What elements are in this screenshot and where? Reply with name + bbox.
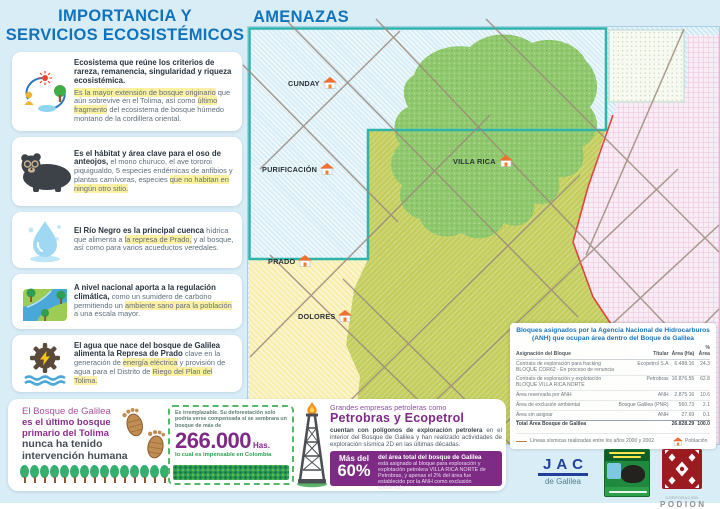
bottom-summary-card [8, 399, 506, 491]
place-cunday [288, 77, 337, 89]
stat-prefix: Más del [338, 454, 370, 463]
table-row [516, 411, 710, 421]
table-row [516, 391, 710, 401]
card-text [74, 342, 234, 386]
house-icon [673, 437, 683, 446]
reforestation-note: lo cual es impensable en Colombia [175, 452, 272, 459]
campaign-poster-logo [604, 449, 650, 497]
card-text-segment: Ecosistema que reúne los criterios de rareza, remanencia, singularidad y riqueza ecosistémica. [74, 58, 232, 85]
table-cell: 560.73 [669, 401, 695, 411]
card-text-segment: que aún sobrevive en el Tolima, así como [74, 87, 231, 106]
highlighted-text: Riego del Plan del Tolima. [74, 366, 213, 385]
highlighted-text: ambiente sano para la población [124, 300, 232, 310]
tree-icon [100, 465, 109, 484]
tree-row [20, 465, 169, 484]
house-icon [320, 163, 334, 175]
house-icon [338, 310, 352, 322]
table-row [516, 401, 710, 411]
table-cell: ANH [615, 411, 668, 421]
card-text-segment: del ecosistema de bosque húmedo montano de la cordillera oriental. [74, 105, 224, 123]
table-row [516, 360, 710, 376]
table-cell: 100.0 [694, 420, 710, 429]
table-cell: Bosque Galilea (PNR) [615, 401, 668, 411]
statement-line1: El Bosque de Galilea [22, 406, 111, 417]
table-cell: 16.876.55 [669, 375, 695, 391]
card-text-segment: El Río Negro es la principal cuenca [74, 225, 207, 235]
jac-logo [527, 456, 599, 486]
table-cell: 6.488.16 [669, 360, 695, 376]
card-text-segment: el mono churuco, el ave tororoi piquigualdo, 5 especies endémicas de anfibios y plantas carnívoras, especies [74, 157, 233, 184]
house-icon [323, 77, 337, 89]
card-text-segment: y provisión de agua para el Distrito de [74, 358, 226, 376]
reforestation-box [168, 405, 294, 485]
podion-emblem-icon [662, 449, 702, 489]
table-cell: 2.1 [694, 401, 710, 411]
map-legend [516, 433, 710, 446]
oil-derrick-icon [296, 401, 328, 494]
importance-card-climate [12, 274, 242, 329]
oil-body-bold: cuentan con polígonos de exploración petrolera [330, 426, 483, 434]
place-label: VILLA RICA [453, 156, 496, 166]
statement-line2: es el último bosque primario del Tolima [22, 417, 111, 439]
table-cell: 26.828.29 [669, 420, 695, 429]
place-purificacion [262, 163, 334, 175]
card-text-segment: como un sumidero de carbono permitiendo un [74, 291, 212, 310]
card-text-segment: hídrica que alimenta a [74, 225, 229, 244]
footprints-icon [122, 402, 170, 469]
podion-logo [660, 449, 707, 509]
card-text [74, 227, 234, 253]
table-cell: ANH [615, 391, 668, 401]
col-header-pct: % Área [694, 345, 710, 360]
jac-logo-text: JAC [538, 457, 588, 476]
tree-icon [150, 465, 159, 484]
table-cell: Área sin asignar [516, 411, 615, 421]
tree-icon [30, 465, 39, 484]
importance-card-river [12, 212, 242, 268]
card-text-segment: Es el hábitat y área clave para el oso de anteojos, [74, 148, 221, 167]
table-row [516, 375, 710, 391]
tree-pattern-strip [173, 465, 289, 480]
amenazas-title: AMENAZAS [253, 8, 349, 26]
col-header-titular: Titular [615, 345, 668, 360]
place-label: PRADO [268, 256, 296, 266]
podion-name: PODION [660, 500, 707, 509]
place-label: DOLORES [298, 311, 336, 321]
jac-logo-subtext: de Galilea [544, 477, 582, 486]
tree-icon [80, 465, 89, 484]
table-cell: Área reservada por ANH [516, 391, 615, 401]
table-cell: Área de exclusión ambiental [516, 401, 615, 411]
anh-table [516, 345, 710, 429]
card-text-segment: clave en la generación de [74, 349, 221, 368]
stat-value-block [330, 451, 378, 486]
importance-card-bear [12, 137, 242, 206]
legend-population-label: Población [685, 438, 708, 445]
highlighted-text: Es la mayor extensión de bosque originario [74, 87, 216, 97]
tree-icon [130, 465, 139, 484]
highlighted-text: que no habitan en ningún otro sitio. [74, 174, 229, 193]
page-title-line1: IMPORTANCIA Y [58, 7, 192, 25]
table-cell: Contrato de exploración para fracking BLOQUE COR62 - En proceso de renuncia [516, 360, 615, 376]
place-villa-rica [453, 155, 513, 167]
reserved-white-region [609, 30, 684, 102]
tree-icon [60, 465, 69, 484]
stat-headline: del área total del bosque de Galilea [378, 454, 482, 461]
hectares-number: 266.000 [175, 428, 252, 454]
stat-value: 60% [337, 462, 371, 480]
oil-intro: Grandes empresas petroleras como [330, 403, 447, 412]
poster-text-bar [609, 491, 647, 493]
oil-body [330, 427, 502, 449]
table-cell: 62.8 [694, 375, 710, 391]
place-label: CUNDAY [288, 78, 320, 88]
highlighted-text: energía eléctrica [122, 358, 178, 368]
oil-companies-block [330, 404, 502, 448]
primary-forest-statement [22, 406, 128, 462]
importance-card-energy [12, 335, 242, 392]
col-header-area: Área (Ha) [669, 345, 695, 360]
table-cell: Contrato de exploración y explotación BLOQUE VILLA RICA NORTE [516, 375, 615, 391]
table-cell: 0.1 [694, 411, 710, 421]
table-cell: Petrobras [615, 375, 668, 391]
anh-table-title: Bloques asignados por la Agencia Nacional de Hidrocarburos (ANH) que ocupan área dentro del Boque de Galilea [516, 327, 710, 342]
spectacled-bear-icon [16, 151, 74, 193]
sixty-percent-stat-box [330, 451, 502, 492]
table-cell: Ecopetrol S.A [615, 360, 668, 376]
table-cell: Total Área Bosque de Galilea [516, 420, 615, 429]
card-text [74, 284, 234, 319]
oil-body-rest: en el interior del Bosque de Galilea y han realizado actividades de exploración sísmica 2D en las últimas décadas. [330, 426, 503, 448]
seismic-line-swatch [516, 441, 527, 442]
oil-companies: Petrobras y Ecopetrol [330, 411, 465, 425]
table-total-row [516, 420, 710, 429]
poster-sky-patch [607, 463, 621, 479]
hectares-unit: Has. [253, 441, 270, 451]
tree-icon [90, 465, 99, 484]
card-text-segment: A nivel nacional aporta a la regulación climática, [74, 282, 216, 301]
stat-detail: está asignado al bloque para exploración y explotación petrolera VILLA RICA NORTE de Petrobras, y apenas el 2% del área fue establecido por la ANH como exclusión ambiental. [378, 461, 486, 492]
tree-icon [120, 465, 129, 484]
house-icon [499, 155, 513, 167]
tree-icon [140, 465, 149, 484]
river-landscape-icon [16, 280, 74, 324]
card-text-segment: El agua que nace del bosque de Galilea alimenta la Represa de Prado [74, 340, 221, 359]
table-cell [615, 420, 668, 429]
tree-icon [50, 465, 59, 484]
tree-icon [110, 465, 119, 484]
reforestation-intro: Es irremplazable. Su deforestación solo podría verse compensada si se sembrara un bosque de más de [175, 410, 287, 429]
col-header-asignacion: Asignación del Bloque [516, 345, 615, 360]
tree-icon [40, 465, 49, 484]
poster-text-bar [609, 452, 645, 454]
place-label: PURIFICACIÓN [262, 164, 318, 174]
page-title-line2: SERVICIOS ECOSISTÉMICOS [5, 26, 245, 44]
table-header-row [516, 345, 710, 360]
page-title [0, 7, 250, 45]
legend-population [673, 437, 707, 446]
highlighted-text: último fragmento [74, 96, 218, 115]
card-text [74, 59, 234, 124]
place-dolores [298, 310, 352, 322]
legend-seismic-label: Líneas sísmicas realizadas entre los años 2000 y 2002 [530, 438, 655, 445]
card-text [74, 150, 234, 194]
threat-map [247, 26, 720, 445]
card-text-segment: y al bosque, así como para varios acueductos veredales. [74, 234, 234, 253]
table-cell: 24.3 [694, 360, 710, 376]
ecosystem-cycle-icon [16, 69, 74, 115]
poster-text-bar [613, 456, 641, 458]
hydro-energy-icon [16, 341, 74, 387]
water-drop-icon [16, 217, 74, 263]
place-prado [268, 255, 312, 267]
tree-icon [20, 465, 29, 484]
importance-card-ecosystem [12, 52, 242, 131]
statement-line3: nunca ha tenido intervención humana [22, 438, 128, 462]
table-cell: 10.6 [694, 391, 710, 401]
card-text-segment: a una escala mayor. [74, 309, 141, 319]
podion-small-text: CORPORACIÓN [665, 496, 699, 500]
anh-blocks-table-panel [510, 323, 716, 449]
table-cell: 2.875.16 [669, 391, 695, 401]
house-icon [298, 255, 312, 267]
tree-icon [70, 465, 79, 484]
stat-text-block [378, 451, 502, 492]
table-cell: 27.69 [669, 411, 695, 421]
poster-bear-shape [621, 465, 645, 483]
highlighted-text: la represa de Prado, [124, 234, 192, 244]
